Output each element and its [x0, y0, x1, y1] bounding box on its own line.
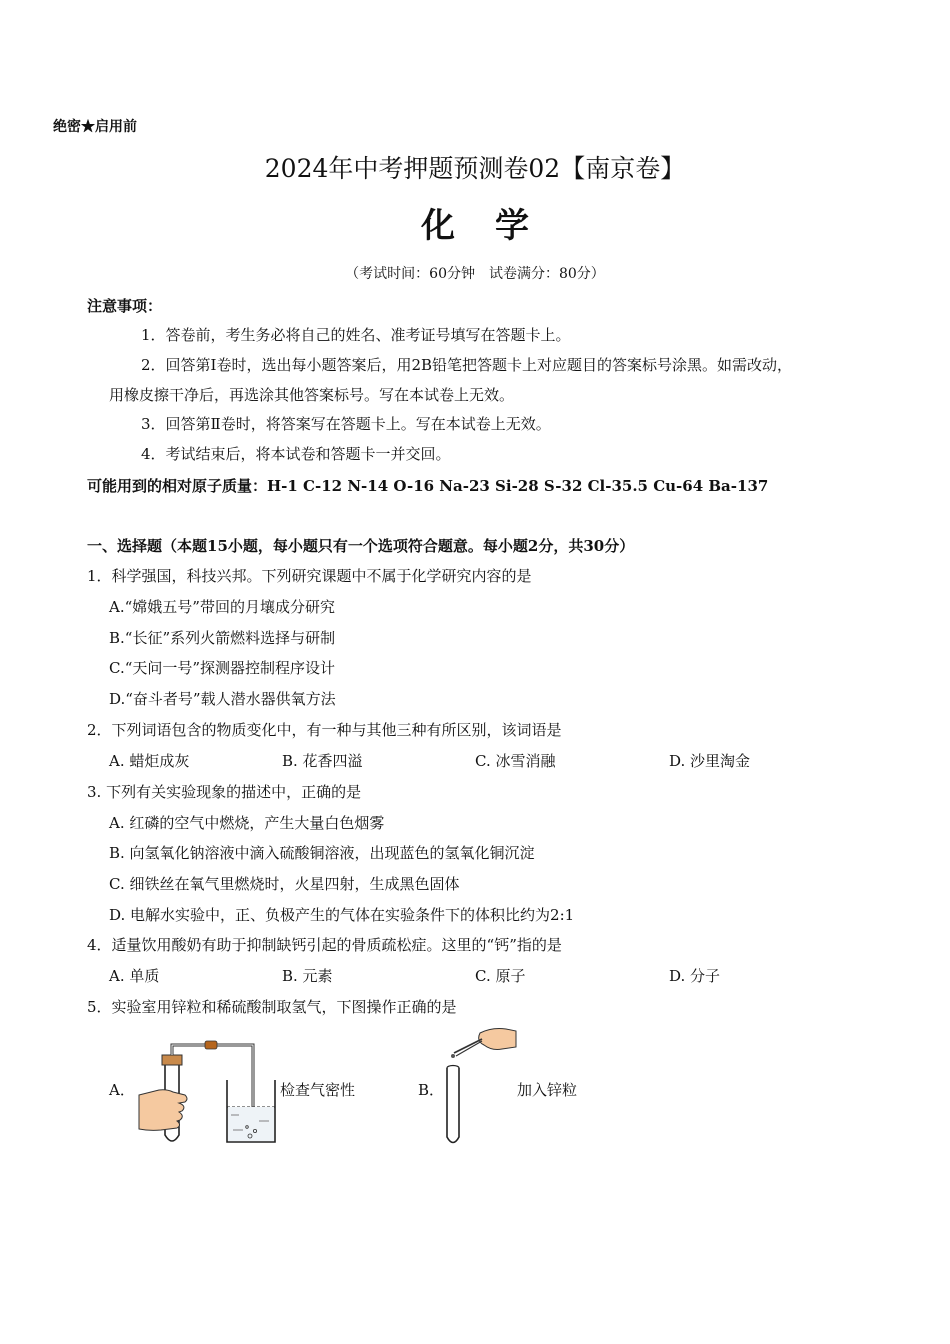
question-5-option-b-letter: B．: [418, 1081, 445, 1099]
notice-item: 3．回答第Ⅱ卷时，将答案写在答题卡上。写在本试卷上无效。: [141, 415, 551, 433]
question-1-option-a: A.“嫦娥五号”带回的月壤成分研究: [109, 598, 335, 616]
question-1-option-d: D.“奋斗者号”载人潜水器供氧方法: [109, 690, 336, 708]
exam-info: （考试时间：60分钟 试卷满分：80分）: [345, 266, 605, 282]
adding-zinc-figure: [440, 1025, 520, 1150]
question-4-option-d: D. 分子: [669, 967, 721, 985]
notice-item-continued: 用橡皮擦干净后，再选涂其他答案标号。写在本试卷上无效。: [109, 386, 515, 404]
question-5-option-a-caption: 检查气密性: [280, 1081, 356, 1099]
atomic-mass-line: 可能用到的相对原子质量：H-1 C-12 N-14 O-16 Na-23 Si-28 S-32 Cl-35.5 Cu-64 Ba-137: [87, 477, 769, 495]
notice-heading: 注意事项：: [87, 297, 163, 315]
notice-item: 4．考试结束后，将本试卷和答题卡一并交回。: [141, 445, 451, 463]
question-2-option-a: A. 蜡炬成灰: [109, 752, 190, 770]
question-1-option-b: B.“长征”系列火箭燃料选择与研制: [109, 629, 336, 647]
question-1-stem: 1．科学强国，科技兴邦。下列研究课题中不属于化学研究内容的是: [87, 567, 532, 585]
question-3-option-b: B. 向氢氧化钠溶液中滴入硫酸铜溶液，出现蓝色的氢氧化铜沉淀: [109, 844, 535, 862]
question-5-option-b-caption: 加入锌粒: [517, 1081, 578, 1099]
question-4-option-b: B. 元素: [282, 967, 333, 985]
question-3-option-a: A. 红磷的空气中燃烧，产生大量白色烟雾: [109, 814, 385, 832]
question-2-option-d: D. 沙里淘金: [669, 752, 751, 770]
airtightness-check-figure: [135, 1035, 280, 1150]
notice-item: 1．答卷前，考生务必将自己的姓名、准考证号填写在答题卡上。: [141, 326, 571, 344]
question-2-option-c: C. 冰雪消融: [475, 752, 556, 770]
question-5-option-a-letter: A．: [109, 1081, 135, 1099]
question-4-stem: 4．适量饮用酸奶有助于抑制缺钙引起的骨质疏松症。这里的“钙”指的是: [87, 936, 562, 954]
question-1-option-c: C.“天问一号”探测器控制程序设计: [109, 659, 336, 677]
question-3-option-d: D. 电解水实验中，正、负极产生的气体在实验条件下的体积比约为2:1: [109, 906, 575, 924]
question-4-option-a: A. 单质: [109, 967, 160, 985]
question-5-stem: 5．实验室用锌粒和稀硫酸制取氢气，下图操作正确的是: [87, 998, 457, 1016]
question-2-option-b: B. 花香四溢: [282, 752, 363, 770]
secret-label: 绝密★启用前: [53, 119, 137, 135]
subject-title: 化学: [421, 206, 569, 246]
page-title: 2024年中考押题预测卷02【南京卷】: [264, 154, 686, 183]
question-3-stem: 3. 下列有关实验现象的描述中，正确的是: [87, 783, 362, 801]
question-3-option-c: C. 细铁丝在氧气里燃烧时，火星四射，生成黑色固体: [109, 875, 460, 893]
section-heading: 一、选择题（本题15小题，每小题只有一个选项符合题意。每小题2分，共30分）: [87, 537, 635, 555]
question-2-stem: 2．下列词语包含的物质变化中，有一种与其他三种有所区别，该词语是: [87, 721, 562, 739]
notice-item: 2．回答第Ⅰ卷时，选出每小题答案后，用2B铅笔把答题卡上对应题目的答案标号涂黑。如需改动，: [141, 356, 793, 374]
question-4-option-c: C. 原子: [475, 967, 526, 985]
